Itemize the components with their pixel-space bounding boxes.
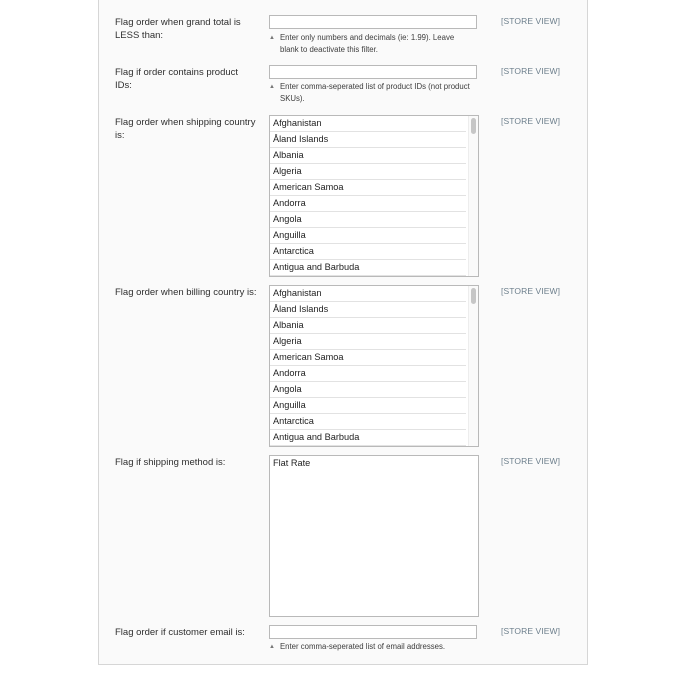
country-option[interactable]: Antarctica	[270, 244, 466, 260]
country-option[interactable]: Algeria	[270, 334, 466, 350]
product-ids-note-line2: SKUs).	[280, 94, 305, 103]
billing-country-label: Flag order when billing country is:	[115, 287, 257, 298]
country-option[interactable]: Albania	[270, 148, 466, 164]
country-option[interactable]: Albania	[270, 318, 466, 334]
country-option[interactable]: Algeria	[270, 164, 466, 180]
country-option[interactable]: Anguilla	[270, 398, 466, 414]
country-option[interactable]: Antigua and Barbuda	[270, 430, 466, 446]
country-option[interactable]: Antarctica	[270, 414, 466, 430]
product-ids-note-line1: Enter comma-seperated list of product IDs (not product	[279, 82, 470, 91]
scrollbar[interactable]	[468, 286, 478, 446]
grand-total-note-line1: Enter only numbers and decimals (ie: 1.99). Leave	[279, 33, 455, 42]
country-option[interactable]: Anguilla	[270, 228, 466, 244]
billing-country-multiselect[interactable]	[269, 285, 479, 447]
country-option[interactable]: Andorra	[270, 366, 466, 382]
customer-email-scope: [STORE VIEW]	[501, 626, 561, 636]
shipping-method-label: Flag if shipping method is:	[115, 457, 226, 468]
grand-total-input[interactable]	[269, 15, 477, 29]
scrollbar[interactable]	[468, 116, 478, 276]
product-ids-label: Flag if order contains product IDs:	[115, 67, 239, 91]
country-option[interactable]: Andorra	[270, 196, 466, 212]
product-ids-scope: [STORE VIEW]	[501, 66, 561, 76]
product-ids-input[interactable]	[269, 65, 477, 79]
scrollbar-thumb[interactable]	[471, 118, 476, 134]
grand-total-note-line2: blank to deactivate this filter.	[280, 45, 378, 54]
customer-email-note-line1: Enter comma-seperated list of email addresses.	[279, 642, 446, 651]
country-option[interactable]: Antigua and Barbuda	[270, 260, 466, 276]
shipping-method-option[interactable]: Flat Rate	[273, 458, 311, 468]
customer-email-input[interactable]	[269, 625, 477, 639]
grand-total-scope: [STORE VIEW]	[501, 16, 561, 26]
country-option[interactable]: Åland Islands	[270, 302, 466, 318]
scrollbar-thumb[interactable]	[471, 288, 476, 304]
shipping-method-scope: [STORE VIEW]	[501, 456, 561, 466]
shipping-method-multiselect[interactable]	[269, 455, 479, 617]
country-option[interactable]: Afghanistan	[270, 286, 466, 302]
grand-total-note	[269, 32, 481, 56]
billing-country-scope: [STORE VIEW]	[501, 286, 561, 296]
country-option[interactable]: Angola	[270, 382, 466, 398]
country-option[interactable]: American Samoa	[270, 180, 466, 196]
up-triangle-icon: ▲	[269, 644, 275, 650]
shipping-country-multiselect[interactable]	[269, 115, 479, 277]
config-panel	[98, 0, 588, 665]
shipping-country-label: Flag order when shipping country is:	[115, 117, 256, 141]
product-ids-note	[269, 81, 481, 105]
customer-email-note	[269, 641, 481, 653]
country-option[interactable]: Afghanistan	[270, 116, 466, 132]
country-option[interactable]: Åland Islands	[270, 132, 466, 148]
up-triangle-icon: ▲	[269, 35, 275, 41]
grand-total-label: Flag order when grand total is LESS than:	[115, 17, 241, 41]
country-option[interactable]: American Samoa	[270, 350, 466, 366]
shipping-country-scope: [STORE VIEW]	[501, 116, 561, 126]
up-triangle-icon: ▲	[269, 84, 275, 90]
customer-email-label: Flag order if customer email is:	[115, 627, 245, 638]
country-option[interactable]: Angola	[270, 212, 466, 228]
